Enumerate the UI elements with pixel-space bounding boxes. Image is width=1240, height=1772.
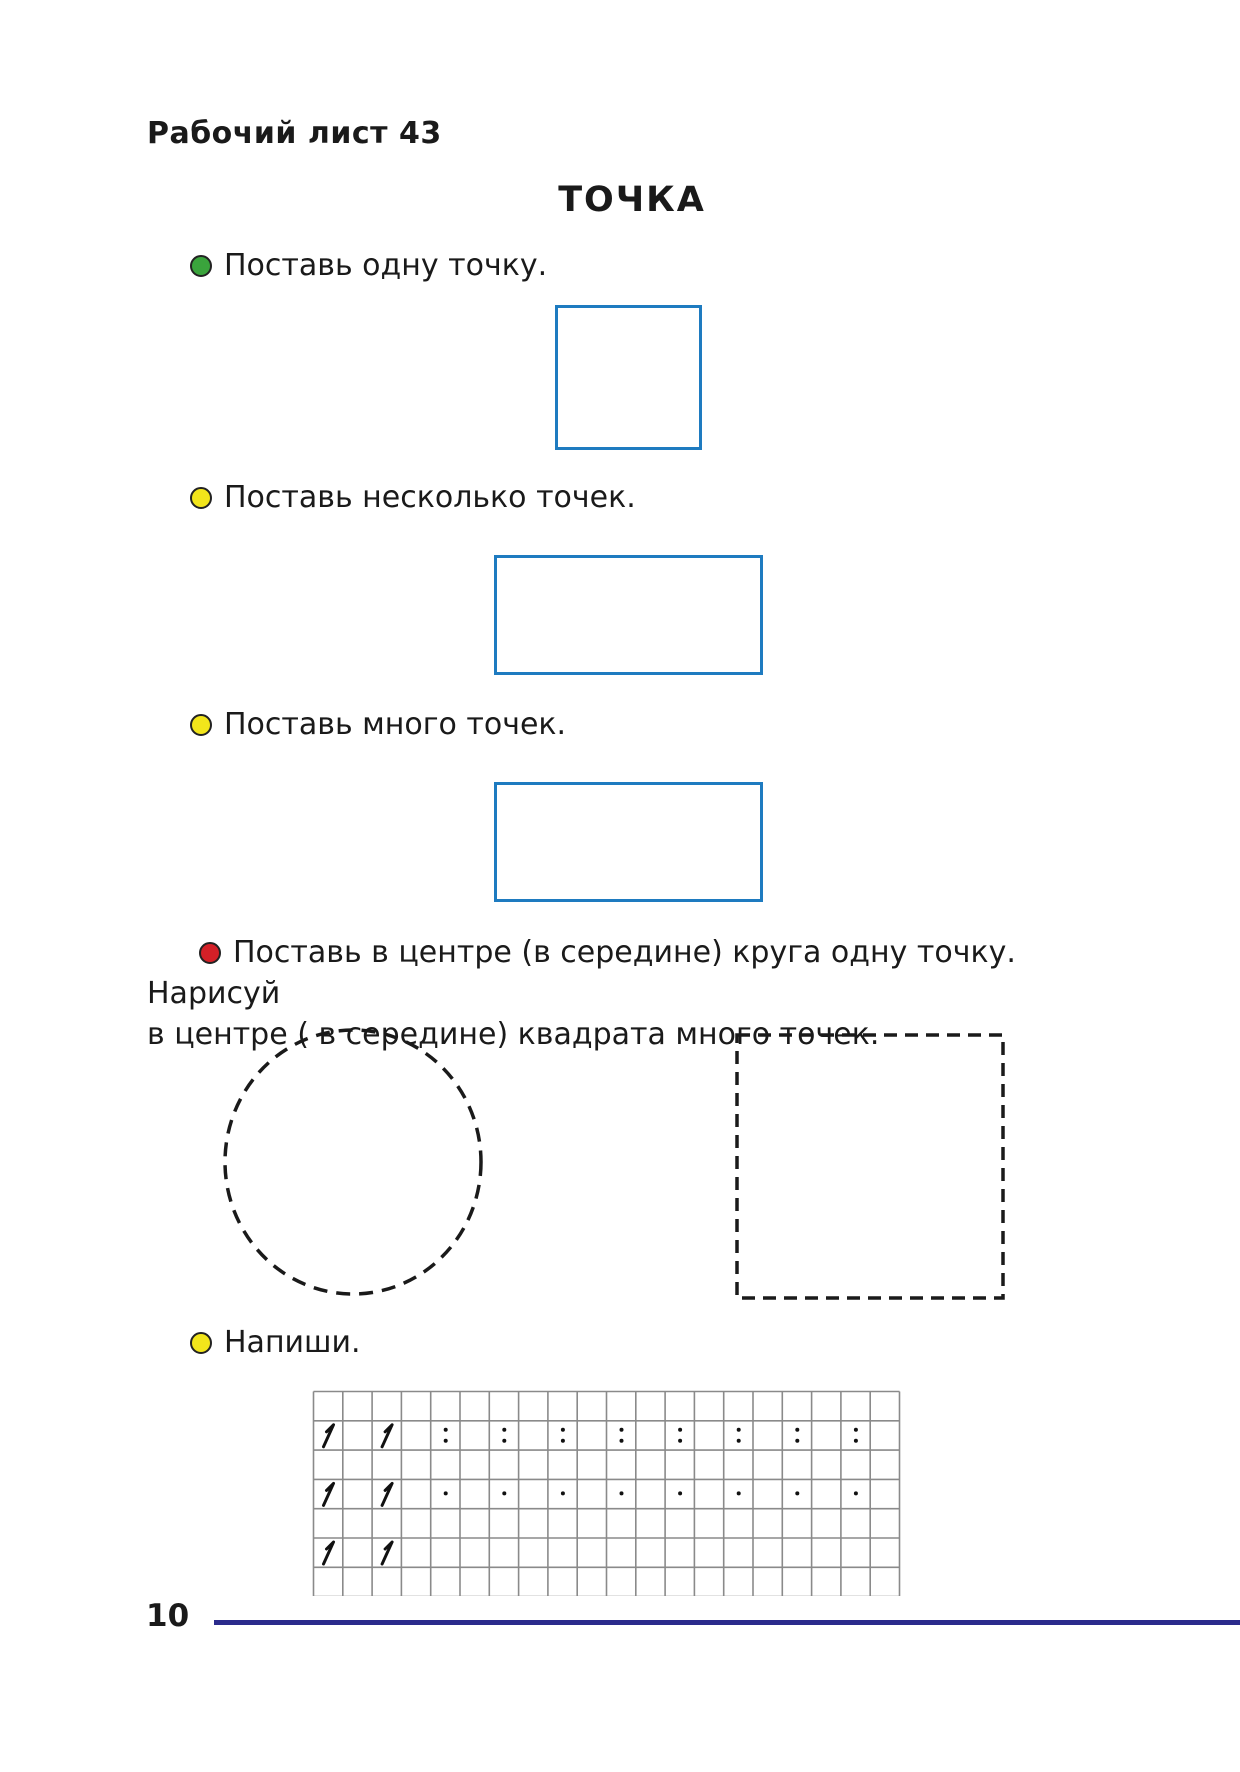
sample-dot	[444, 1439, 448, 1443]
task-text-line1: Поставь в центре (в середине) круга одну точку. Нарисуй	[147, 935, 1016, 1011]
page-title: ТОЧКА	[558, 180, 706, 220]
sample-dot	[620, 1491, 624, 1495]
yellow-marker-icon	[190, 1332, 212, 1354]
sample-dot	[737, 1491, 741, 1495]
sample-one-stroke	[382, 1425, 392, 1447]
sample-dot	[678, 1491, 682, 1495]
sample-dot	[502, 1428, 506, 1432]
task-text: Поставь несколько точек.	[224, 480, 636, 515]
task-text: Напиши.	[224, 1325, 361, 1360]
sample-dot	[795, 1439, 799, 1443]
sample-one-stroke	[324, 1542, 334, 1564]
sample-one-stroke	[382, 1542, 392, 1564]
sample-dot	[678, 1428, 682, 1432]
sample-dot	[854, 1428, 858, 1432]
sample-dot	[561, 1491, 565, 1495]
sample-dot	[502, 1439, 506, 1443]
sample-dot	[620, 1439, 624, 1443]
sample-dot	[795, 1491, 799, 1495]
sample-dot	[678, 1439, 682, 1443]
dashed-circle[interactable]	[225, 1030, 481, 1294]
sample-dot	[854, 1439, 858, 1443]
sample-dot	[561, 1428, 565, 1432]
page-number: 10	[146, 1598, 190, 1634]
footer-rule	[214, 1620, 1240, 1625]
sample-one-stroke	[382, 1483, 392, 1505]
sample-dot	[444, 1428, 448, 1432]
task-text-line2: в центре ( в середине) квадрата много точек.	[147, 1017, 880, 1052]
sample-dot	[502, 1491, 506, 1495]
worksheet-label: Рабочий лист 43	[147, 116, 442, 151]
task-text: Поставь много точек.	[224, 707, 567, 742]
task-text: Поставь одну точку.	[224, 248, 548, 283]
sample-dot	[620, 1428, 624, 1432]
sample-dot	[444, 1491, 448, 1495]
sample-dot	[737, 1428, 741, 1432]
sample-one-stroke	[324, 1483, 334, 1505]
sample-one-stroke	[324, 1425, 334, 1447]
task-write	[190, 1325, 361, 1360]
sample-dot	[561, 1439, 565, 1443]
sample-dot	[854, 1491, 858, 1495]
writing-grid-svg	[312, 1390, 902, 1596]
dashed-square[interactable]	[737, 1035, 1003, 1298]
sample-dot	[737, 1439, 741, 1443]
sample-dot	[795, 1428, 799, 1432]
writing-grid[interactable]	[312, 1390, 902, 1600]
